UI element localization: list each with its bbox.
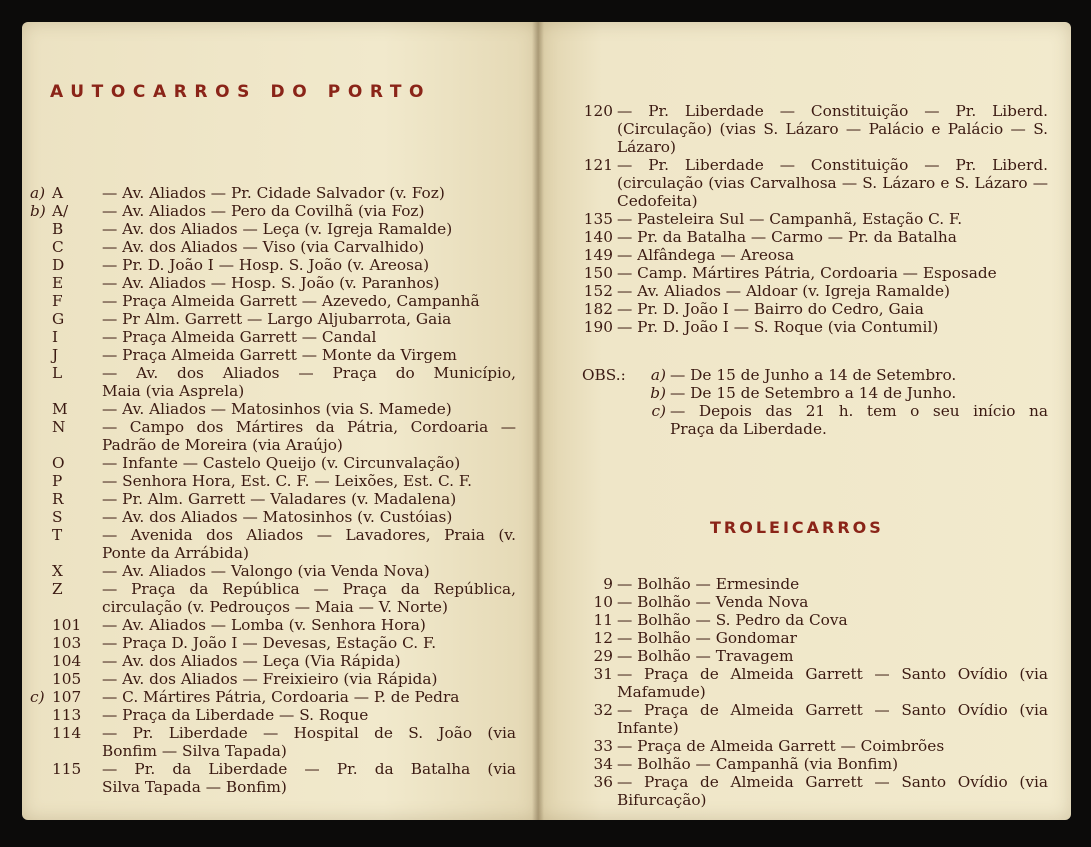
route-text: — Praça Almeida Garrett — Candal (102, 328, 377, 346)
route-text: — Pr. Liberdade — Constituição — Pr. Liberd. (617, 102, 1048, 120)
route-note-mark (30, 400, 52, 418)
route-code: 115 (52, 760, 82, 778)
route-note-mark (30, 562, 52, 580)
route-description (102, 220, 516, 238)
route-entry (568, 318, 1048, 336)
route-entry (568, 300, 1048, 318)
route-entry (568, 246, 1048, 264)
route-text: — Praça de Almeida Garrett — Santo Ovídio (via (617, 773, 1048, 791)
route-description (617, 593, 1048, 611)
route-text-continued: Bonfim — Silva Tapada) (102, 742, 287, 760)
right-page (538, 22, 1071, 820)
route-description (102, 256, 516, 274)
route-entry (568, 755, 1048, 773)
route-description (102, 562, 516, 580)
route-code: 182 (583, 300, 613, 318)
route-text-continued: Silva Tapada — Bonfim) (102, 778, 287, 796)
route-code: P (52, 472, 63, 490)
route-code: 32 (593, 701, 613, 719)
route-text: — Av. Aliados — Pero da Covilhã (via Foz) (102, 202, 425, 220)
route-entry (568, 228, 1048, 246)
route-code: Z (52, 580, 63, 598)
route-code: T (52, 526, 63, 544)
route-text: — Alfândega — Areosa (617, 246, 795, 264)
route-entry (568, 647, 1048, 665)
route-text: — Praça de Almeida Garrett — Santo Ovídio (via (617, 701, 1048, 719)
route-text: — Praça de Almeida Garrett — Coimbrões (617, 737, 945, 755)
route-text: — Bolhão — Gondomar (617, 629, 797, 647)
route-entry (30, 688, 516, 706)
route-note-mark (30, 328, 52, 346)
route-note-mark (30, 238, 52, 256)
route-code: 107 (52, 688, 82, 706)
route-text-continued: circulação (v. Pedrouços — Maia — V. Norte) (102, 598, 448, 616)
route-entry (568, 210, 1048, 228)
route-note-mark (30, 310, 52, 328)
route-note-mark (30, 634, 52, 652)
route-description (617, 156, 1048, 210)
route-description (102, 634, 516, 652)
route-code: J (52, 346, 59, 364)
route-code: X (52, 562, 63, 580)
route-description (617, 647, 1048, 665)
route-entry (30, 454, 516, 472)
route-code: E (52, 274, 64, 292)
route-entry (568, 156, 1048, 210)
bus-route-list-continued (568, 102, 1048, 336)
route-text: — Senhora Hora, Est. C. F. — Leixões, Est. C. F. (102, 472, 472, 490)
route-entry (30, 400, 516, 418)
route-entry (30, 616, 516, 634)
route-entry (568, 611, 1048, 629)
route-code: I (52, 328, 59, 346)
route-note-mark (30, 256, 52, 274)
route-description (102, 508, 516, 526)
route-description (102, 670, 516, 688)
route-description (102, 526, 516, 562)
route-note-mark (30, 364, 52, 400)
route-text: — Avenida dos Aliados — Lavadores, Praia (v. (102, 526, 516, 544)
route-code: 190 (583, 318, 613, 336)
route-entry (568, 629, 1048, 647)
route-description (617, 665, 1048, 701)
route-note-mark (30, 274, 52, 292)
route-entry (30, 238, 516, 256)
obs-label (582, 384, 632, 402)
route-code: 150 (583, 264, 613, 282)
route-text-continued: Maia (via Asprela) (102, 382, 245, 400)
route-code: 11 (593, 611, 613, 629)
route-text-continued: Bifurcação) (617, 791, 707, 809)
route-entry (30, 292, 516, 310)
route-entry (568, 575, 1048, 593)
route-note-mark (30, 418, 52, 454)
route-description (102, 274, 516, 292)
route-description (102, 328, 516, 346)
route-text: — Bolhão — Travagem (617, 647, 794, 665)
route-entry (30, 418, 516, 454)
route-code: 103 (52, 634, 82, 652)
route-text-continued: Mafamude) (617, 683, 706, 701)
route-description (102, 238, 516, 256)
route-text: — Pr. Liberdade — Hospital de S. João (via (102, 724, 516, 742)
route-code: S (52, 508, 63, 526)
route-code: F (52, 292, 63, 310)
route-note-mark: a) (30, 184, 46, 202)
route-code: 105 (52, 670, 82, 688)
route-note-mark (30, 706, 52, 724)
route-note-mark (30, 526, 52, 562)
route-code: 31 (593, 665, 613, 683)
observation-note (582, 366, 1048, 384)
route-code: 12 (593, 629, 613, 647)
route-note-mark (30, 292, 52, 310)
route-code: A/ (52, 202, 69, 220)
route-text: — Bolhão — S. Pedro da Cova (617, 611, 848, 629)
route-text: — Praça de Almeida Garrett — Santo Ovídio (via (617, 665, 1048, 683)
observation-note (582, 402, 1048, 438)
route-description (102, 472, 516, 490)
route-text: — Av. Aliados — Aldoar (v. Igreja Ramalde) (617, 282, 950, 300)
route-description (102, 580, 516, 616)
route-description (102, 706, 516, 724)
trolley-route-list (568, 575, 1048, 809)
route-text: — Praça da Liberdade — S. Roque (102, 706, 369, 724)
route-text: — Av. dos Aliados — Leça (Via Rápida) (102, 652, 401, 670)
route-text: — Av. dos Aliados — Viso (via Carvalhido) (102, 238, 425, 256)
route-text: — Av. Aliados — Lomba (v. Senhora Hora) (102, 616, 426, 634)
route-description (617, 611, 1048, 629)
route-description (617, 737, 1048, 755)
route-code: 121 (583, 156, 613, 174)
route-entry (30, 706, 516, 724)
route-note-mark (30, 472, 52, 490)
route-description (617, 318, 1048, 336)
route-code: 135 (583, 210, 613, 228)
route-code: 114 (52, 724, 82, 742)
route-entry (30, 508, 516, 526)
route-text: — Bolhão — Venda Nova (617, 593, 809, 611)
route-description (617, 102, 1048, 156)
route-note-mark (30, 346, 52, 364)
route-code: 149 (583, 246, 613, 264)
route-text-continued: (circulação (vias Carvalhosa — S. Lázaro e S. Lázaro — Cedofeita) (617, 174, 1048, 210)
route-text: — Praça Almeida Garrett — Monte da Virgem (102, 346, 457, 364)
route-note-mark (30, 760, 52, 796)
route-description (102, 454, 516, 472)
route-text: — Pr Alm. Garrett — Largo Aljubarrota, Gaia (102, 310, 452, 328)
route-entry (30, 346, 516, 364)
route-description (102, 364, 516, 400)
route-description (102, 400, 516, 418)
route-text: — Praça da República — Praça da República, (102, 580, 516, 598)
route-text: — Pr. D. João I — Hosp. S. João (v. Areosa) (102, 256, 430, 274)
route-note-mark: c) (30, 688, 45, 706)
route-code: 29 (593, 647, 613, 665)
obs-letter: a) (650, 366, 666, 384)
obs-text-continued: Praça da Liberdade. (670, 420, 827, 438)
obs-description (670, 384, 1048, 402)
route-code: L (52, 364, 63, 382)
route-note-mark (30, 490, 52, 508)
route-text: — Av. Aliados — Matosinhos (via S. Mamede) (102, 400, 452, 418)
route-text: — Pr. da Liberdade — Pr. da Batalha (via (102, 760, 516, 778)
obs-text: — De 15 de Setembro a 14 de Junho. (670, 384, 957, 402)
route-text-continued: Ponte da Arrábida) (102, 544, 249, 562)
obs-letter: c) (651, 402, 666, 420)
obs-letter: b) (650, 384, 666, 402)
route-entry (30, 184, 516, 202)
route-note-mark (30, 454, 52, 472)
route-description (617, 300, 1048, 318)
route-description (102, 184, 516, 202)
route-note-mark (30, 580, 52, 616)
route-text-continued: (Circulação) (vias S. Lázaro — Palácio e Palácio — S. Lázaro) (617, 120, 1048, 156)
route-entry (30, 472, 516, 490)
route-code: 34 (593, 755, 613, 773)
route-text: — Pr. D. João I — Bairro do Cedro, Gaia (617, 300, 924, 318)
route-entry (568, 593, 1048, 611)
obs-description (670, 402, 1048, 438)
route-text: — Praça Almeida Garrett — Azevedo, Campanhã (102, 292, 480, 310)
route-entry (30, 724, 516, 760)
route-code: N (52, 418, 66, 436)
observations (582, 366, 1048, 438)
route-text: — Av. Aliados — Hosp. S. João (v. Paranhos) (102, 274, 440, 292)
obs-text: — De 15 de Junho a 14 de Setembro. (670, 366, 957, 384)
route-text: — Av. dos Aliados — Freixieiro (via Rápida) (102, 670, 438, 688)
route-code: 104 (52, 652, 82, 670)
route-description (102, 724, 516, 760)
route-entry (30, 652, 516, 670)
route-code: M (52, 400, 68, 418)
route-text: — Bolhão — Campanhã (via Bonfim) (617, 755, 899, 773)
route-description (617, 701, 1048, 737)
route-description (102, 490, 516, 508)
route-entry (568, 102, 1048, 156)
route-description (617, 755, 1048, 773)
route-code: 9 (603, 575, 613, 593)
route-text: — Infante — Castelo Queijo (v. Circunvalação) (102, 454, 461, 472)
route-note-mark (30, 220, 52, 238)
route-text: — Pasteleira Sul — Campanhã, Estação C. F. (617, 210, 963, 228)
route-entry (568, 665, 1048, 701)
route-entry (30, 580, 516, 616)
route-description (617, 210, 1048, 228)
route-code: A (52, 184, 64, 202)
route-code: B (52, 220, 64, 238)
route-entry (568, 773, 1048, 809)
route-text: — Av. Aliados — Valongo (via Venda Nova) (102, 562, 430, 580)
route-description (617, 228, 1048, 246)
route-code: 120 (583, 102, 613, 120)
troleicarros-heading: TROLEICARROS (710, 518, 884, 537)
route-description (102, 292, 516, 310)
route-description (102, 202, 516, 220)
route-note-mark (30, 670, 52, 688)
route-description (617, 282, 1048, 300)
route-code: O (52, 454, 65, 472)
route-code: C (52, 238, 64, 256)
route-code: 101 (52, 616, 82, 634)
obs-label (582, 402, 632, 438)
route-text: — Praça D. João I — Devesas, Estação C. F. (102, 634, 437, 652)
route-code: 140 (583, 228, 613, 246)
route-description (617, 264, 1048, 282)
route-code: 113 (52, 706, 82, 724)
route-text: — Campo dos Mártires da Pátria, Cordoaria — (102, 418, 516, 436)
route-entry (568, 282, 1048, 300)
route-entry (30, 328, 516, 346)
route-description (617, 246, 1048, 264)
route-description (102, 760, 516, 796)
route-entry (568, 701, 1048, 737)
route-text: — C. Mártires Pátria, Cordoaria — P. de Pedra (102, 688, 460, 706)
observation-note (582, 384, 1048, 402)
route-entry (568, 264, 1048, 282)
route-description (102, 616, 516, 634)
route-description (617, 629, 1048, 647)
route-code: G (52, 310, 65, 328)
route-entry (30, 310, 516, 328)
route-description (102, 688, 516, 706)
route-note-mark (30, 508, 52, 526)
route-entry (30, 670, 516, 688)
route-text: — Pr. Liberdade — Constituição — Pr. Liberd. (617, 156, 1048, 174)
route-entry (30, 220, 516, 238)
route-code: R (52, 490, 64, 508)
route-description (617, 575, 1048, 593)
route-text-continued: Padrão de Moreira (via Araújo) (102, 436, 343, 454)
obs-label: OBS.: (582, 366, 626, 384)
route-code: 36 (593, 773, 613, 791)
route-text: — Pr. Alm. Garrett — Valadares (v. Madalena) (102, 490, 457, 508)
route-code: D (52, 256, 65, 274)
route-note-mark (30, 616, 52, 634)
route-text: — Pr. D. João I — S. Roque (via Contumil) (617, 318, 939, 336)
route-description (617, 773, 1048, 809)
route-code: 33 (593, 737, 613, 755)
route-text: — Av. dos Aliados — Praça do Município, (102, 364, 516, 382)
route-entry (30, 760, 516, 796)
left-page (22, 22, 538, 820)
route-entry (30, 364, 516, 400)
route-entry (30, 526, 516, 562)
route-text: — Av. dos Aliados — Matosinhos (v. Custóias) (102, 508, 453, 526)
route-description (102, 346, 516, 364)
autocarros-heading: AUTOCARROS DO PORTO (50, 82, 432, 102)
route-entry (30, 274, 516, 292)
route-description (102, 310, 516, 328)
obs-text: — Depois das 21 h. tem o seu início na (670, 402, 1048, 420)
route-entry (30, 256, 516, 274)
route-text: — Camp. Mártires Pátria, Cordoaria — Esposade (617, 264, 997, 282)
route-description (102, 418, 516, 454)
route-text: — Av. Aliados — Pr. Cidade Salvador (v. Foz) (102, 184, 445, 202)
obs-description (670, 366, 1048, 384)
route-entry (30, 202, 516, 220)
bus-route-list (30, 184, 516, 796)
route-text: — Av. dos Aliados — Leça (v. Igreja Ramalde) (102, 220, 453, 238)
route-entry (30, 490, 516, 508)
route-description (102, 652, 516, 670)
route-entry (30, 562, 516, 580)
route-text: — Pr. da Batalha — Carmo — Pr. da Batalha (617, 228, 957, 246)
route-entry (30, 634, 516, 652)
route-text-continued: Infante) (617, 719, 679, 737)
route-note-mark (30, 724, 52, 760)
route-code: 10 (593, 593, 613, 611)
route-text: — Bolhão — Ermesinde (617, 575, 800, 593)
route-code: 152 (583, 282, 613, 300)
route-entry (568, 737, 1048, 755)
route-note-mark: b) (30, 202, 46, 220)
book-gutter (532, 22, 544, 820)
route-note-mark (30, 652, 52, 670)
